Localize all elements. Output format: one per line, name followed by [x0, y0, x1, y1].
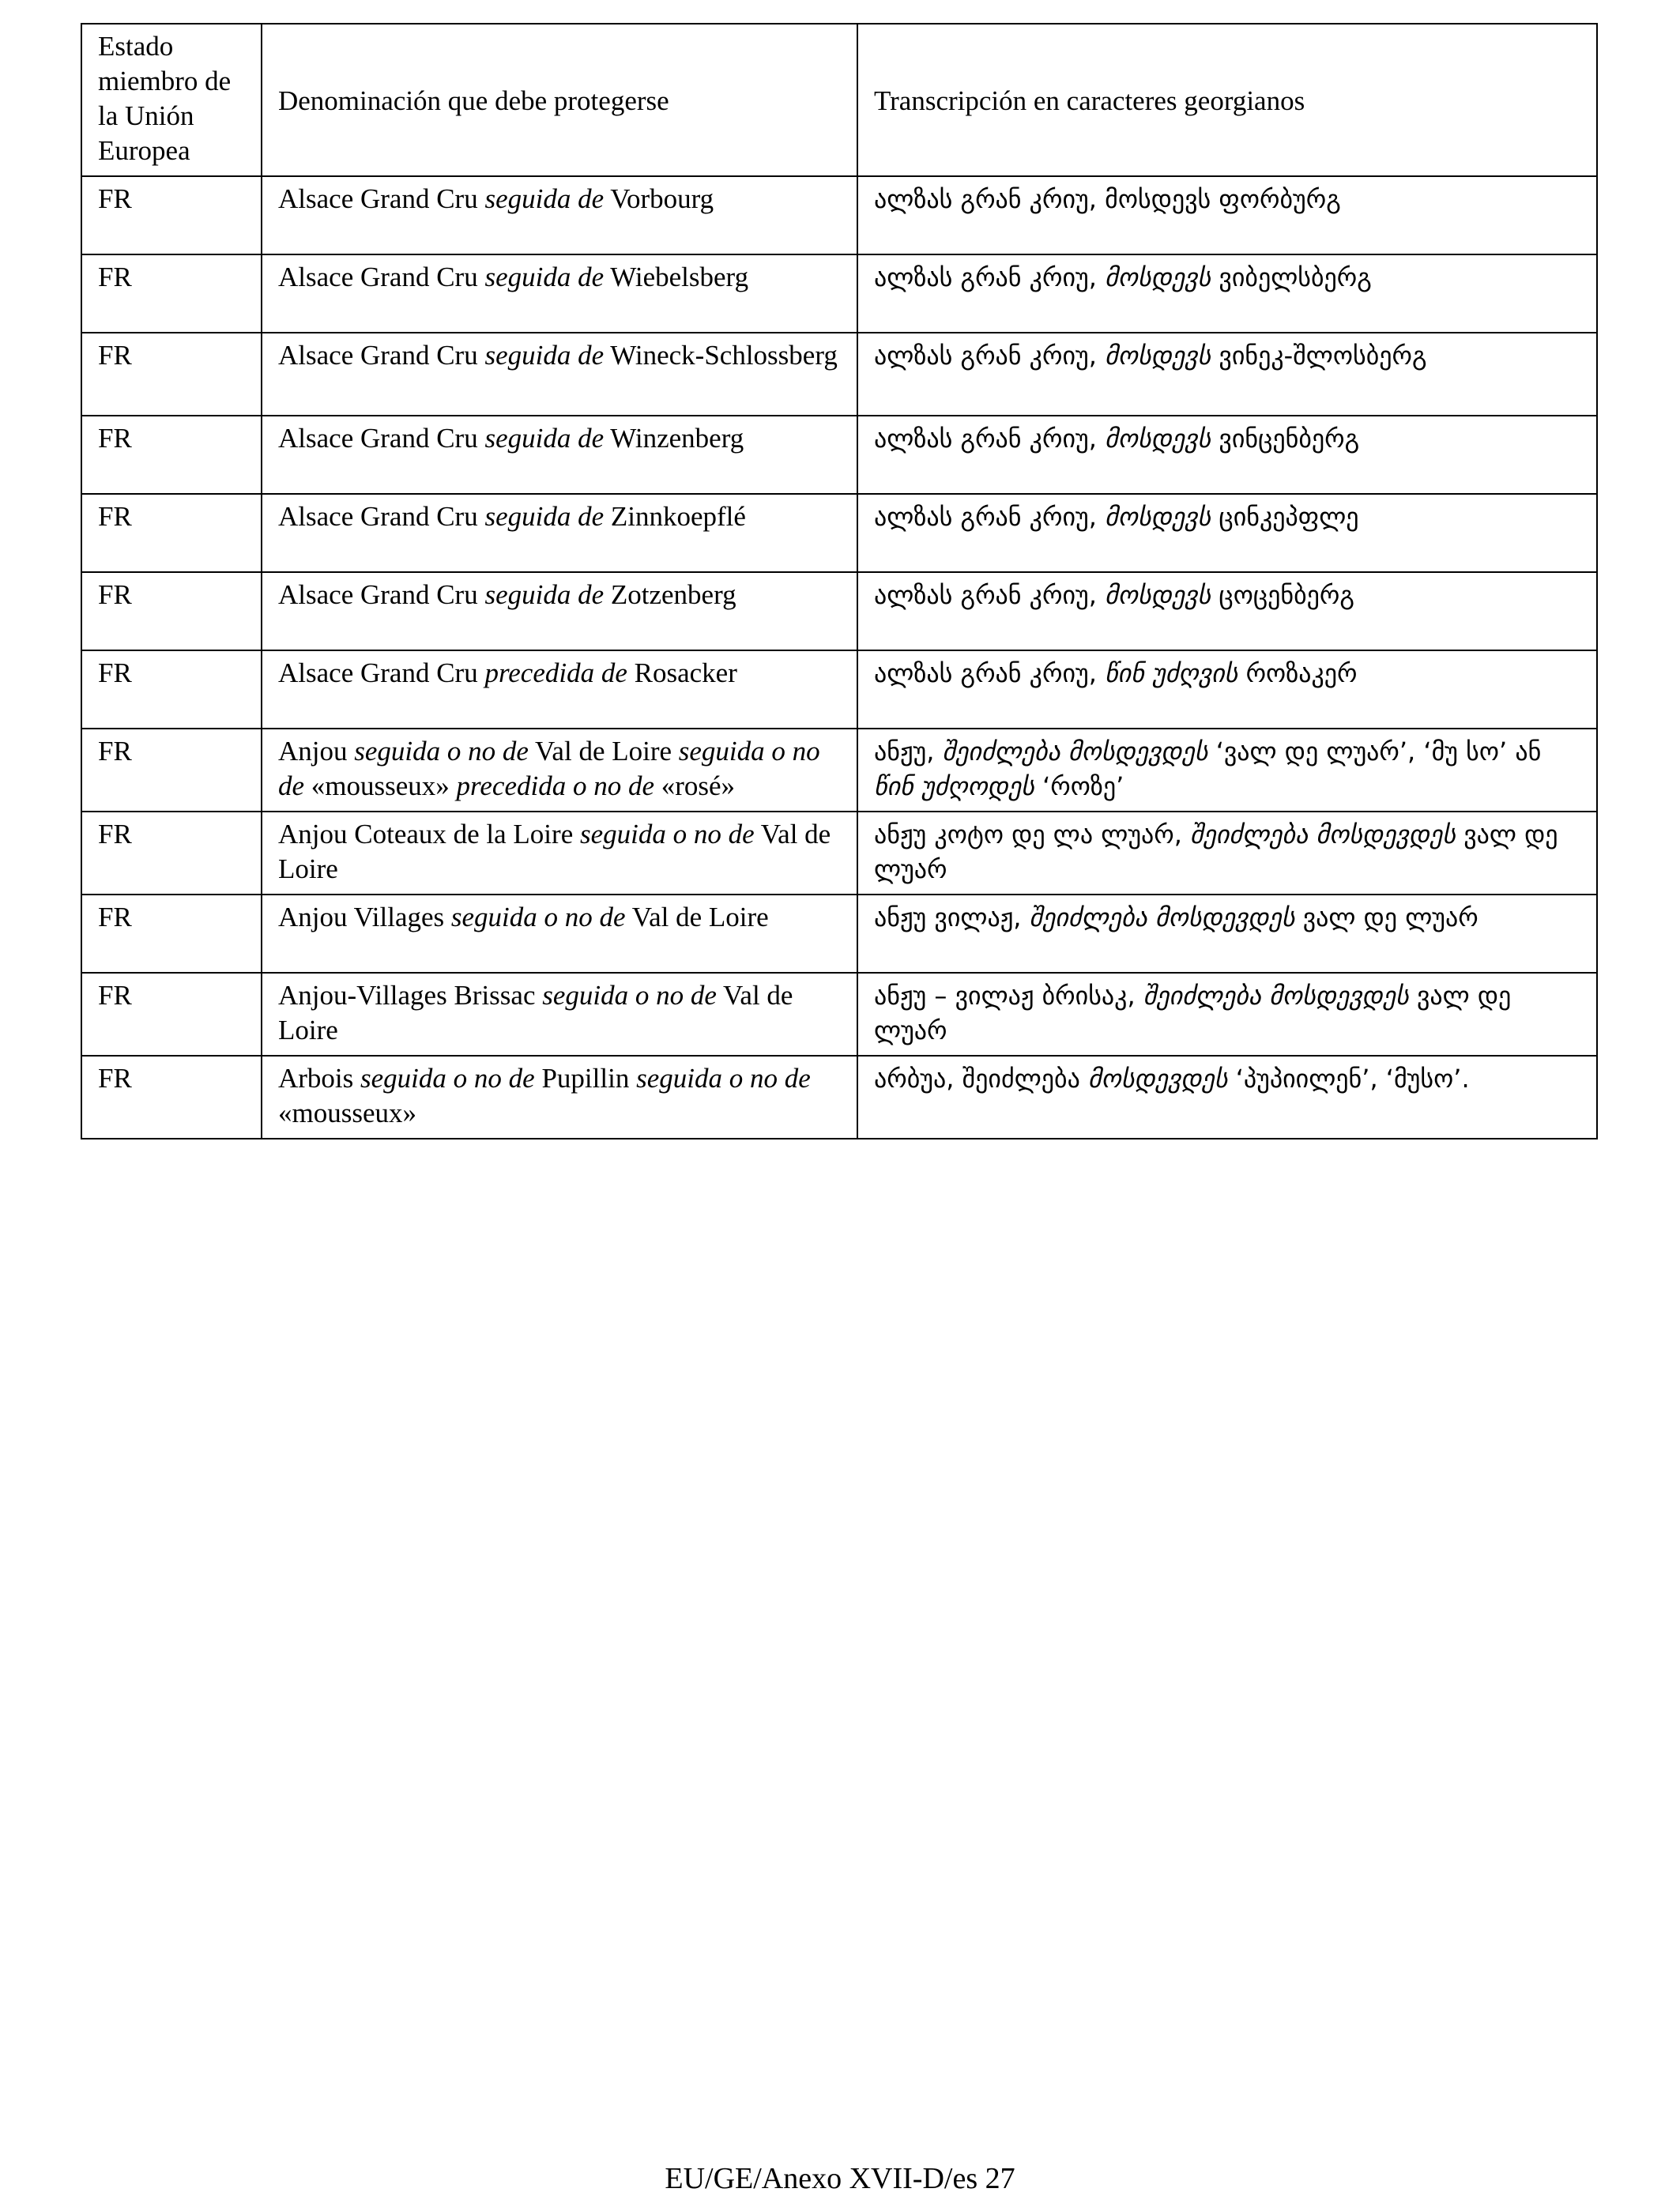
transcription-segment: ვიბელსბერგ — [1211, 262, 1372, 292]
header-transcription: Transcripción en caracteres georgianos — [857, 24, 1597, 176]
member-state-cell: FR — [81, 650, 262, 729]
table-row — [81, 333, 1597, 416]
transcription-segment: შეიძლება მოსდევდეს — [1029, 902, 1295, 932]
denomination-segment: «mousseux» — [278, 1098, 416, 1128]
denomination-segment: Pupillin — [534, 1063, 637, 1094]
transcription-cell — [857, 895, 1597, 973]
denomination-segment: Vorbourg — [604, 183, 714, 214]
denomination-segment: Zinnkoepflé — [604, 501, 746, 532]
denomination-cell — [262, 895, 857, 973]
denomination-segment: Anjou-Villages Brissac — [278, 980, 543, 1011]
denomination-segment: Zotzenberg — [604, 579, 736, 610]
transcription-segment: მოსდევს — [1105, 580, 1211, 610]
denomination-cell — [262, 254, 857, 333]
denomination-segment: Rosacker — [627, 657, 737, 688]
transcription-cell — [857, 254, 1597, 333]
transcription-segment: შეიძლება მოსდევდეს — [942, 736, 1208, 767]
transcription-segment: ცინკეპფლე — [1211, 502, 1359, 532]
table-row — [81, 254, 1597, 333]
transcription-segment: ალზას გრან კრიუ, — [874, 424, 1106, 454]
table-row — [81, 812, 1597, 895]
denomination-segment: Alsace Grand Cru — [278, 262, 485, 292]
denomination-segment: seguida de — [484, 423, 605, 454]
page-footer: EU/GE/Anexo XVII-D/es 27 — [665, 2162, 1015, 2195]
denomination-segment: seguida de — [484, 262, 605, 292]
transcription-segment: წინ უძღვის — [1105, 658, 1238, 688]
member-state-cell: FR — [81, 254, 262, 333]
transcription-segment: ანჟუ, — [874, 736, 943, 767]
denomination-cell — [262, 176, 857, 254]
denomination-segment: Val de Loire — [625, 902, 769, 932]
transcription-segment: ვინეკ-შლოსბერგ — [1211, 341, 1427, 371]
transcription-segment: მოსდევს — [1105, 424, 1211, 454]
table-row — [81, 572, 1597, 650]
member-state-cell: FR — [81, 176, 262, 254]
table-row — [81, 973, 1597, 1056]
transcription-segment: ანჟუ – ვილაჟ ბრისაკ, — [874, 981, 1143, 1011]
denomination-cell — [262, 494, 857, 572]
table-header-row — [81, 24, 1597, 176]
transcription-cell — [857, 729, 1597, 812]
denomination-segment: Alsace Grand Cru — [278, 183, 485, 214]
denomination-segment: seguida o no de — [636, 1063, 811, 1094]
denomination-segment: seguida de — [484, 183, 605, 214]
denomination-cell — [262, 572, 857, 650]
transcription-segment: ‘პუპიილენ’, ‘მუსო’. — [1227, 1064, 1470, 1094]
transcription-cell — [857, 416, 1597, 494]
denomination-segment: Anjou — [278, 736, 355, 767]
member-state-cell: FR — [81, 729, 262, 812]
denomination-segment: seguida o no de — [360, 1063, 535, 1094]
denomination-segment: precedida de — [484, 657, 627, 688]
transcription-cell — [857, 1056, 1597, 1139]
transcription-cell — [857, 494, 1597, 572]
transcription-segment: ვალ დე ლუარ — [1294, 902, 1478, 932]
transcription-segment: ანჟუ კოტო დე ლა ლუარ, — [874, 819, 1191, 849]
transcription-segment: ვინცენბერგ — [1211, 424, 1360, 454]
transcription-segment: ალზას გრან კრიუ, — [874, 502, 1106, 532]
transcription-cell — [857, 176, 1597, 254]
transcription-segment: მოსდევს — [1105, 262, 1211, 292]
transcription-segment: მოსდევს — [1105, 502, 1211, 532]
table-row — [81, 729, 1597, 812]
table-row — [81, 1056, 1597, 1139]
denomination-segment: seguida o no de — [579, 819, 755, 849]
denomination-cell — [262, 416, 857, 494]
table-row — [81, 416, 1597, 494]
denomination-segment: seguida de — [484, 579, 605, 610]
transcription-segment: როზაკერ — [1237, 658, 1358, 688]
table-row — [81, 176, 1597, 254]
denomination-segment: seguida o no de — [354, 736, 529, 767]
transcription-cell — [857, 973, 1597, 1056]
member-state-cell: FR — [81, 333, 262, 416]
denomination-segment: Wiebelsberg — [604, 262, 749, 292]
denomination-segment: Arbois — [278, 1063, 361, 1094]
denomination-cell — [262, 973, 857, 1056]
transcription-segment: ‘ვალ დე ლუარ’, ‘მუ სო’ ან — [1207, 736, 1542, 767]
transcription-segment: შეიძლება მოსდევდეს — [1190, 819, 1456, 849]
denomination-segment: Winzenberg — [604, 423, 744, 454]
denomination-cell — [262, 812, 857, 895]
transcription-segment: მოსდევს — [1105, 341, 1211, 371]
denomination-segment: Anjou Villages — [278, 902, 451, 932]
denomination-segment: seguida o no de — [542, 980, 717, 1011]
header-member-state: Estado miembro de la Unión Europea — [81, 24, 262, 176]
transcription-segment: ალზას გრან კრიუ, მოსდევს ფორბურგ — [874, 184, 1341, 214]
denomination-segment: seguida de — [484, 340, 605, 371]
denomination-segment: Val de Loire — [528, 736, 679, 767]
transcription-cell — [857, 333, 1597, 416]
transcription-segment: ალზას გრან კრიუ, — [874, 580, 1106, 610]
transcription-segment: ალზას გრან კრიუ, — [874, 658, 1106, 688]
transcription-segment: არბუა, შეიძლება — [874, 1064, 1088, 1094]
annex-table — [81, 23, 1598, 1139]
denomination-segment: seguida de — [484, 501, 605, 532]
member-state-cell: FR — [81, 895, 262, 973]
table-row — [81, 650, 1597, 729]
denomination-segment: precedida o no de — [456, 770, 654, 801]
transcription-segment: ალზას გრან კრიუ, — [874, 341, 1106, 371]
transcription-cell — [857, 650, 1597, 729]
denomination-cell — [262, 729, 857, 812]
table-row — [81, 895, 1597, 973]
transcription-cell — [857, 572, 1597, 650]
denomination-segment: Alsace Grand Cru — [278, 340, 485, 371]
table-body — [81, 24, 1597, 1139]
denomination-segment: Val de Loire — [278, 980, 793, 1045]
denomination-segment: Anjou Coteaux de la Loire — [278, 819, 580, 849]
denomination-segment: Alsace Grand Cru — [278, 501, 485, 532]
member-state-cell: FR — [81, 416, 262, 494]
denomination-segment: seguida o no de — [278, 736, 820, 801]
denomination-cell — [262, 650, 857, 729]
transcription-segment: მოსდევდეს — [1087, 1064, 1228, 1094]
member-state-cell: FR — [81, 572, 262, 650]
transcription-cell — [857, 812, 1597, 895]
member-state-cell: FR — [81, 1056, 262, 1139]
member-state-cell: FR — [81, 973, 262, 1056]
member-state-cell: FR — [81, 494, 262, 572]
table-row — [81, 494, 1597, 572]
transcription-segment: ალზას გრან კრიუ, — [874, 262, 1106, 292]
denomination-cell — [262, 333, 857, 416]
denomination-segment: «mousseux» — [304, 770, 457, 801]
transcription-segment: ვალ დე ლუარ — [874, 981, 1512, 1045]
transcription-segment: ანჟუ ვილაჟ, — [874, 902, 1030, 932]
denomination-segment: seguida o no de — [450, 902, 626, 932]
denomination-segment: Val de Loire — [278, 819, 831, 884]
denomination-cell — [262, 1056, 857, 1139]
denomination-segment: «rosé» — [654, 770, 736, 801]
transcription-segment: წინ უძღოდეს — [874, 771, 1034, 801]
transcription-segment: ვალ დე ლუარ — [874, 819, 1558, 884]
transcription-segment: ‘როზე’ — [1034, 771, 1124, 801]
denomination-segment: Alsace Grand Cru — [278, 423, 485, 454]
denomination-segment: Alsace Grand Cru — [278, 579, 485, 610]
header-denomination: Denominación que debe protegerse — [262, 24, 857, 176]
transcription-segment: შეიძლება მოსდევდეს — [1143, 981, 1409, 1011]
denomination-segment: Wineck-Schlossberg — [604, 340, 838, 371]
transcription-segment: ცოცენბერგ — [1211, 580, 1354, 610]
member-state-cell: FR — [81, 812, 262, 895]
denomination-segment: Alsace Grand Cru — [278, 657, 485, 688]
